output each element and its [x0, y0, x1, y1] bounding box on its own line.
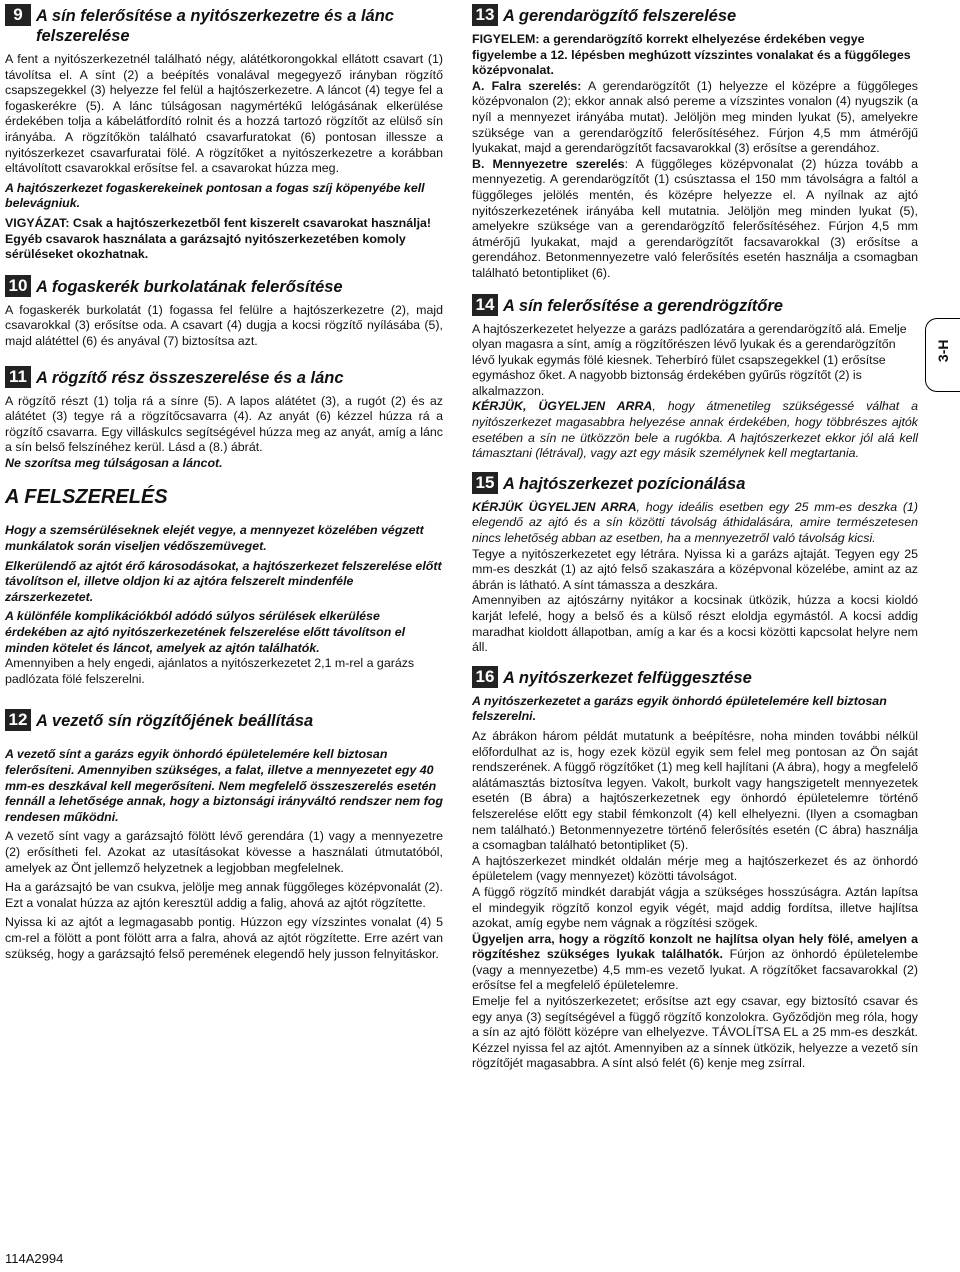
paragraph: Elkerülendő az ajtót érő károsodásokat, a hajtószerkezet felszerelése előtt távolítson el, illetve oldjon ki az ajtóra felszerelt mindenféle zárszerkezetet. [5, 558, 442, 604]
text: : A függőleges középvonalat (2) húzza tovább a mennyezetig. A gerendarögzítőt (1) csúsztassa el 150 mm távolságra a faltól a függőleges jelölés mentén, és középre helyezze el. A nyílnak az ajtó nyitószerkezetének irányába kell mutatnia. Jelöljön meg minden lyukat (5), amelyekre szüksége van a gerendarögzítő felerősítéséhez. Fúrjon 4,5 mm átmérőjű lyukakat, majd a gerendarögzítőt facsavarokkal (3) erősítse a gerendához. Betonmennyezetre való felerősítés esetén használja a csomagban található betontipliket (6). [472, 156, 919, 280]
section-number: 10 [5, 275, 31, 297]
paragraph: Az ábrákon három példát mutatunk a beépítésre, noha minden további nélkül előfordulhat az is, hogy ezek közül egyik sem felel meg pontosan az Ön saját rendszerének. A függő rögzítőket (1) meg kell hajlítani (A ábra), hogy a megfelelő alátámasztás biztosítva legyen. Vakolt, burkolt vagy hangszigetelt mennyezetek esetén (B ábra) a hajtószerkezetnek egy önhordó épületelemre történő felszerelése előtt egy stabil fémkonzolt (4) kell elhelyezni. (Ilyen a csomagban nem található.) Betonmennyezetre történő felerősítés esetén (C ábra) használja a csomagban található betontipliket (5). [472, 728, 918, 853]
paragraph: A vezető sínt vagy a garázsajtó fölött lévő gerendára (1) vagy a mennyezetre (2) erősítheti fel. Azokat az utasításokat kövesse a használati útmutatóból, amelyek az Önt jellemző helyzetnek a legjobban megfelelnek. [5, 829, 443, 875]
section-title: A hajtószerkezet pozícionálása [503, 474, 746, 493]
paragraph: Hogy a szemsérüléseknek elejét vegye, a mennyezet közelében végzett munkálatok során viseljen védőszemüveget. [5, 523, 424, 554]
section-10-header [5, 275, 443, 297]
paragraph: A hajtószerkezet fogaskerekeinek pontosan a fogas szíj köpenyébe kell belevágniuk. [5, 180, 425, 211]
paragraph: A különféle komplikációkból adódó súlyos sérülések elkerülése érdekében az ajtó nyitószerkezetének felszerelése előtt távolítson el minden kötelet és láncot, amelyek az ajtón találhatók. [5, 609, 406, 655]
emphasis: KÉRJÜK, ÜGYELJEN ARRA [472, 399, 653, 414]
paragraph [472, 399, 918, 461]
paragraph: Emelje fel a nyitószerkezetet; erősítse azt egy csavar, egy biztosító csavar és egy anya (3) segítségével a függő rögzítő konzolokra. Győződjön meg róla, hogy a sín az ajtó fölött középre van elhelyezve. TÁVOLÍTSA EL a 25 mm-es deszkát. Kézzel nyissa fel az ajtót. Amennyiben az a sínnek ütközik, helyezze a vezető sín rögzítőjét magasabbra. A sínt alsó felét (6) kenje meg zsírral. [472, 994, 918, 1071]
text: , hogy ideális esetben egy 25 mm-es deszka (1) elegendő az ajtó és a sín közötti távolság áthidalására, amire természetesen nincs lehetőség abban az esetben, ha a mennyezetről való távolság kicsi. [472, 499, 918, 546]
section-title: A nyitószerkezet felfüggesztése [503, 668, 752, 687]
paragraph [472, 157, 918, 282]
section-16-header [472, 666, 918, 688]
section-title: A vezető sín rögzítőjének beállítása [36, 712, 314, 731]
text: Fúrjon az önhordó épületelembe (vagy a mennyezetbe) 4,5 mm-es vezető lyukat. A rögzítőket facsavarokkal (2) erősítse fel a megfelelő épületelemre. [472, 947, 918, 993]
paragraph: Ne szorítsa meg túlságosan a láncot. [5, 455, 223, 470]
paragraph: A függő rögzítő mindkét darabját vágja a szükséges hosszúságra. Aztán lapítsa el mindegyik rögzítő konzol egyik végét, majd addig fordítsa, illetve hajlítsa azokat, amíg egybe nem vágnak a rögzítési szögek. [472, 884, 918, 931]
section-number: 13 [472, 4, 498, 26]
paragraph: Nyissa ki az ajtót a legmagasabb pontig. Húzzon egy vízszintes vonalat (4) 5 cm-rel a fölött a pont fölött arra a falra, ahová az ajtót rögzítette. Erre azért van szükség, hogy a garázsajtó felső peremének elegendő hely jusson felnyitáskor. [5, 915, 443, 961]
text: A gerendarögzítőt (1) helyezze el középre a függőleges középvonalon (2); ekkor annak alsó pereme a vízszintes vonalon (4) nyugszik (a nyíl a mennyezet irányába mutat). Jelöljön meg minden lyukat (5), amelyekre szüksége van a gerendarögzítő felerősítéséhez. Fúrjon 4,5 mm átmérőjű lyukakat, majd a gerendarögzítőt facsavarokkal (3) erősítse a gerendához. [472, 78, 919, 156]
section-title: A sín felerősítése a gerendrögzítőre [503, 296, 783, 315]
section-number: 15 [472, 472, 498, 494]
section-9-header [5, 4, 443, 46]
document-code: 114A2994 [5, 1251, 64, 1266]
paragraph: A hajtószerkezet mindkét oldalán mérje meg a hajtószerkezet és az önhordó épületelem (vagy mennyezet) közötti távolságot. [472, 853, 918, 884]
right-column [472, 4, 918, 1076]
paragraph: Tegye a nyitószerkezetet egy létrára. Nyissa ki a garázs ajtaját. Tegyen egy 25 mm-es deszkát (1) az ajtó felső szakaszára a középvonal közelébe, amint az az ábrán is látható. A sínt támassza a deszkára. [472, 546, 918, 592]
paragraph: A fogaskerék burkolatát (1) fogassa fel felülre a hajtószerkezetre (2), majd csavarokkal (3) erősítse oda. A csavart (4) dugja a kocsi rögzítő nyílásába (5), majd alátéttel (6) és anyával (7) biztosítsa azt. [5, 302, 443, 348]
text: , hogy átmenetileg szükségessé válhat a nyitószerkezet magasabbra helyezése annak érdekében, hogy többrészes ajtók esetében a sín ne ütközzön bele a rugókba. A hajtószerkezet ekkor jól alá kell támasztani (létrával), vagy azt egy másik személynek kell megtartania. [472, 399, 918, 461]
section-number: 12 [5, 709, 31, 731]
section-11-header [5, 366, 443, 388]
warning-part: VIGYÁZAT: Csak a hajtószerkezetből fent kiszerelt csavarokat használja! [5, 215, 432, 230]
section-title: A gerendarögzítő felszerelése [503, 7, 737, 25]
section-13-header [472, 4, 918, 26]
emphasis: KÉRJÜK ÜGYELJEN ARRA [472, 499, 637, 514]
section-number: 16 [472, 666, 498, 688]
label: A. Falra szerelés: [472, 78, 582, 93]
section-number: 9 [5, 4, 31, 26]
section-number: 14 [472, 294, 498, 316]
section-title: A fogaskerék burkolatának felerősítése [36, 277, 343, 296]
warning-part: Egyéb csavarok használata a garázsajtó nyitószerkezetében komoly sérüléseket okozhatnak. [5, 231, 406, 262]
paragraph: A nyitószerkezetet a garázs egyik önhordó épületelemére kell biztosan felszerelni. [472, 693, 887, 724]
page-tab [925, 318, 960, 392]
felszereles-heading: A FELSZERELÉS [5, 486, 168, 509]
paragraph: A fent a nyitószerkezetnél található négy, alátétkorongokkal ellátott csavart (1) távolítsa el. A sínt (2) a beépítés vonalával megegyező irányban rögzítő csapszegekkel (3) helyezze fel felül a hajtószerkezetre. A láncot (4) tegye fel a fogaskerékre (5). A lánc túlságosan nagymértékű lelógásának elkerülése érdekében tolja a kábelátfordító rolnit és a hozzá tartozó rögzítőt az elülső sín irányába. A rögzítőkön található csavarfuratokat (6) pontosan illessze a nyitószerkezet csavarfuratai fölé. A rögzítőket a nyitószerkezetre a korábban eltávolított csavarokkal erősítse fel. a csavarokat húzza meg. [5, 52, 443, 176]
paragraph: A vezető sínt a garázs egyik önhordó épületelemére kell biztosan felerősíteni. Amennyiben szükséges, a falat, illetve a mennyezetet egy 40 mm-es deszkával kell megerősíteni. Nem megfelelő összeszerelés esetén fennáll a lehetősége annak, hogy a biztonsági irányváltó rendszer nem fog rendesen működni. [5, 747, 443, 824]
left-column [5, 4, 443, 966]
section-15-header [472, 472, 918, 494]
warning-text [5, 216, 443, 263]
paragraph: Amennyiben az ajtószárny nyitákor a kocsinak ütközik, húzza a kocsi kioldó karját lefelé, hogy a belső és a külső részt eloldja egymástól. A kocsi addig maradhat kioldott állapotban, amíg a kar és a kocsi közötti kapcsolat helyre nem áll. [472, 593, 918, 655]
warning-text: FIGYELEM: a gerendarögzítő korrekt elhelyezése érdekében vegye figyelembe a 12. lépésben meghúzott vízszintes vonalakat és a függőleges középvonalat. [472, 32, 911, 78]
paragraph: Ha a garázsajtó be van csukva, jelölje meg annak függőleges középvonalát (2). Ezt a vonalat húzza az ajtón keresztül addig a falig, ahová az ajtót rögzítette. [5, 880, 443, 910]
section-14-header [472, 294, 918, 316]
paragraph: A hajtószerkezetet helyezze a garázs padlózatára a gerendarögzítő alá. Emelje olyan magasra a sínt, amíg a rögzítőrészen lévő lyukak és a gerendarögzítőn lévő lyukak egymás fölé kiesnek. Teherbíró fület csapszegekkel (1) erősítse egymáshoz őket. A nagyobb biztonság érdekében gyűrűs rögzítőt (2) is alkalmazzon. [472, 321, 907, 398]
paragraph: A rögzítő részt (1) tolja rá a sínre (5). A lapos alátétet (3), a rugót (2) és az alátétet (3) tegye rá a rögzítőcsavarra (4). Az anyát (6) kézzel húzza rá a rögzítő csavarra. Egy villáskulcs segítségével húzza meg az anyát, amíg a lánc a sín belső felszínéhez kerül. Lásd a (8.) ábrát. [5, 393, 443, 455]
section-title: A sín felerősítése a nyitószerkezetre és a lánc felszerelése [36, 7, 394, 45]
section-12-header [5, 709, 443, 731]
page-tab-label: 3-H [935, 339, 952, 363]
paragraph [472, 932, 918, 994]
section-number: 11 [5, 366, 31, 388]
emphasis: Ügyeljen arra, hogy a rögzítő konzolt ne hajlítsa olyan hely fölé, amelyen a rögzítéshez szükséges lyukak találhatók. [472, 931, 918, 962]
label: B. Mennyezetre szerelés [472, 156, 625, 171]
paragraph: Amennyiben a hely engedi, ajánlatos a nyitószerkezetet 2,1 m-rel a garázs padlózata fölé felszerelni. [5, 656, 415, 686]
paragraph [472, 500, 918, 547]
paragraph [472, 79, 918, 157]
section-title: A rögzítő rész összeszerelése és a lánc [36, 368, 344, 387]
